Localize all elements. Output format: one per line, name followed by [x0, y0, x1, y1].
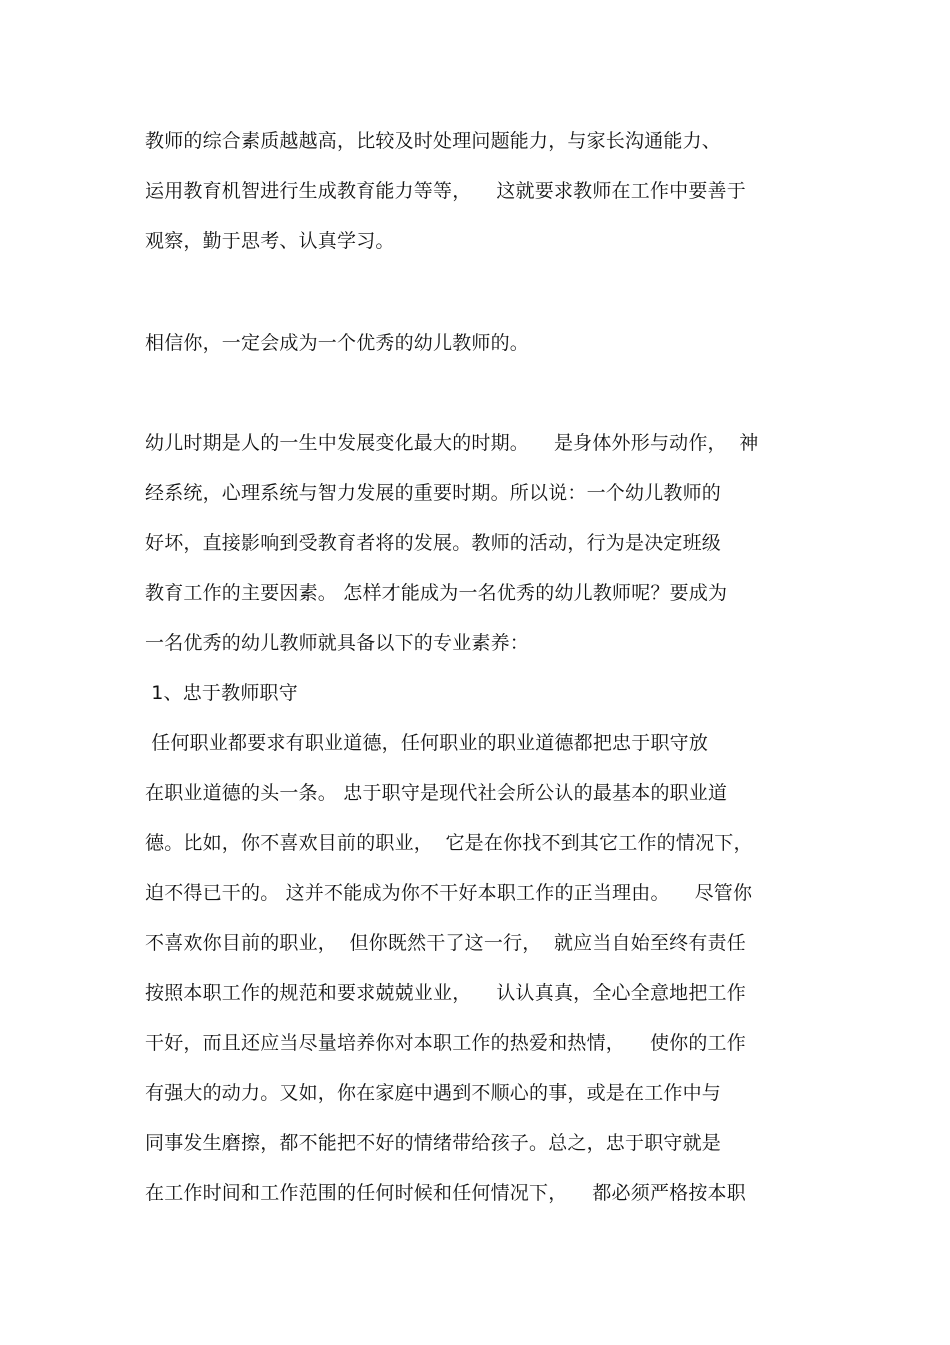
text-line: 好坏，直接影响到受教育者将的发展。教师的活动，行为是决定班级 — [145, 532, 722, 554]
section-heading: 1、忠于教师职守 — [145, 682, 298, 704]
text-line: 任何职业都要求有职业道德，任何职业的职业道德都把忠于职守放 — [145, 732, 709, 754]
text-line: 按照本职工作的规范和要求兢兢业业， 认认真真，全心全意地把工作 — [145, 982, 746, 1004]
text-line: 迫不得已干的。 这并不能成为你不干好本职工作的正当理由。 尽管你 — [145, 882, 753, 904]
text-line: 经系统，心理系统与智力发展的重要时期。所以说：一个幼儿教师的 — [145, 482, 722, 504]
text-line: 相信你，一定会成为一个优秀的幼儿教师的。 — [145, 332, 530, 354]
text-line: 观察，勤于思考、认真学习。 — [145, 230, 395, 252]
text-line: 运用教育机智进行生成教育能力等等， 这就要求教师在工作中要善于 — [145, 180, 746, 202]
text-line: 在工作时间和工作范围的任何时候和任何情况下， 都必须严格按本职 — [145, 1182, 746, 1204]
text-line: 有强大的动力。又如，你在家庭中遇到不顺心的事，或是在工作中与 — [145, 1082, 722, 1104]
text-line: 干好，而且还应当尽量培养你对本职工作的热爱和热情， 使你的工作 — [145, 1032, 746, 1054]
text-line: 同事发生磨擦，都不能把不好的情绪带给孩子。总之，忠于职守就是 — [145, 1132, 722, 1154]
text-line: 教师的综合素质越越高，比较及时处理问题能力，与家长沟通能力、 — [145, 130, 722, 152]
text-line: 德。比如，你不喜欢目前的职业， 它是在你找不到其它工作的情况下， — [145, 832, 753, 854]
text-line: 不喜欢你目前的职业， 但你既然干了这一行， 就应当自始至终有责任 — [145, 932, 746, 954]
text-line: 一名优秀的幼儿教师就具备以下的专业素养： — [145, 632, 530, 654]
text-line: 教育工作的主要因素。 怎样才能成为一名优秀的幼儿教师呢？要成为 — [145, 582, 728, 604]
text-line: 幼儿时期是人的一生中发展变化最大的时期。 是身体外形与动作， 神 — [145, 432, 759, 454]
text-line: 在职业道德的头一条。 忠于职守是现代社会所公认的最基本的职业道 — [145, 782, 728, 804]
